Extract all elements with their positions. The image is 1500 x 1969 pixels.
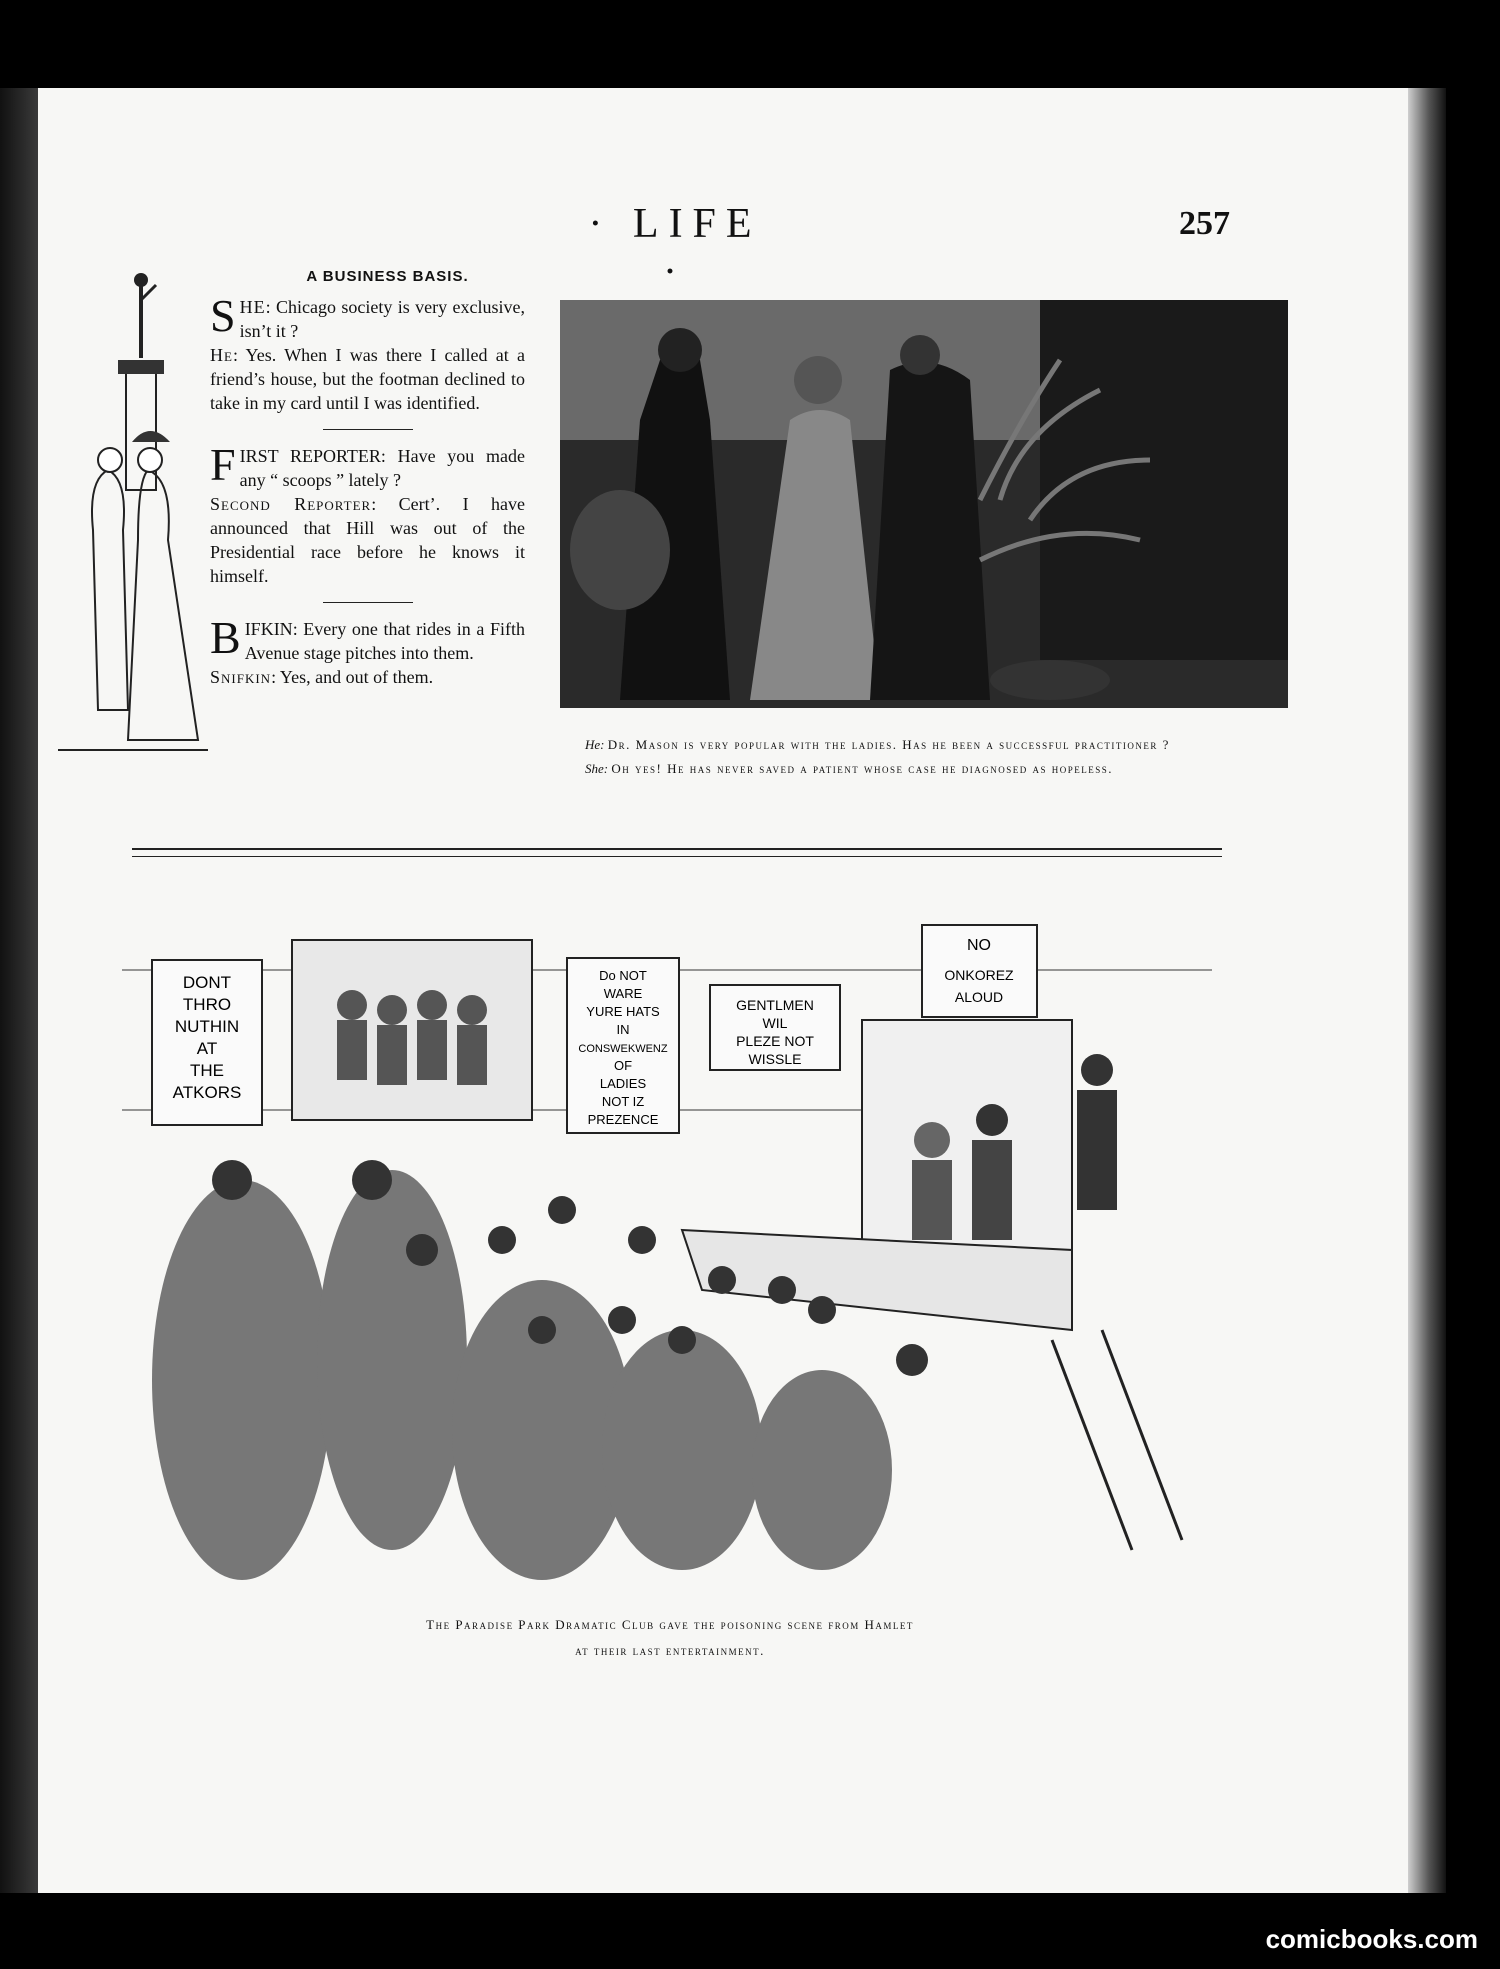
- sign-line: THE: [190, 1061, 224, 1080]
- sign-line: GENTLMEN: [736, 997, 814, 1013]
- sign-line: WISSLE: [748, 1051, 802, 1067]
- dropcap: S: [210, 290, 236, 341]
- sign-line: WIL: [762, 1015, 788, 1031]
- sign-line: LADIES: [599, 1076, 647, 1091]
- sign-line: NOT IZ: [601, 1094, 645, 1109]
- statue-and-ladies-illustration: [48, 270, 218, 780]
- divider: [323, 429, 413, 430]
- dropcap: B: [210, 612, 241, 663]
- page-number: 257: [1179, 205, 1230, 242]
- sign-line: NUTHIN: [174, 1017, 240, 1036]
- sign-line: AT: [196, 1039, 218, 1058]
- sign-line: IN: [616, 1022, 630, 1037]
- page-edge: [1408, 88, 1446, 1893]
- sign-line: ALOUD: [954, 989, 1004, 1005]
- section-divider: [132, 848, 1222, 857]
- masthead: · LIFE ·: [588, 201, 762, 295]
- sign-line: WARE: [603, 986, 643, 1001]
- joke-2: FIRST REPORTER: Have you made any “ scoops ” lately ?: [210, 439, 525, 490]
- watermark: comicbooks.com: [1265, 1924, 1478, 1954]
- sign-line: Do NOT: [599, 968, 647, 983]
- main-caption: The Paradise Park Dramatic Club gave the poisoning scene from Hamlet at their last entertainment.: [426, 1617, 914, 1658]
- ballroom-illustration: [560, 300, 1288, 708]
- sign-line: OF: [613, 1058, 633, 1073]
- sign-line: ONKOREZ: [944, 967, 1014, 983]
- sign-line: NO: [967, 937, 991, 954]
- sign-line: THRO: [182, 995, 232, 1014]
- joke-3: BIFKIN: Every one that rides in a Fifth Avenue stage pitches into them.: [210, 612, 525, 663]
- sign-line: DONT: [182, 973, 232, 992]
- top-caption: He: Dr. Mason is very popular with the ladies. Has he been a successful practitioner ? She: Oh yes! He has never saved a patient whose case he diagnosed as hopeless.: [585, 737, 1170, 776]
- dramatic-club-illustration: [122, 910, 1212, 1590]
- divider: [323, 602, 413, 603]
- joke-heading: A BUSINESS BASIS.: [306, 268, 469, 285]
- sign-line: YURE HATS: [586, 1004, 660, 1019]
- jokes-column: A BUSINESS BASIS. SHE: Chicago society is very exclusive, isn’t it ? He: Yes. When I was there I called at a friend’s house, but the footman declined to take in my card until I was identified. FIRST REPORTER: Have you made any “ scoops ” lately ? Second Reporter: Cert’. I have announced that Hill was out of the Presidential race before he knows it himself. BIFKIN: Every one that rides in a Fifth Avenue stage pitches into them. Snifkin: Yes, and out of them.: [210, 265, 525, 689]
- page-binding-shadow: [0, 88, 38, 1893]
- sign-line: PREZENCE: [587, 1112, 659, 1127]
- sign-line: PLEZE NOT: [736, 1033, 814, 1049]
- sign-line: ATKORS: [172, 1083, 242, 1102]
- dropcap: F: [210, 439, 236, 490]
- sign-line: CONSWEKWENZ: [578, 1043, 668, 1055]
- joke-1: SHE: Chicago society is very exclusive, isn’t it ?: [210, 290, 525, 341]
